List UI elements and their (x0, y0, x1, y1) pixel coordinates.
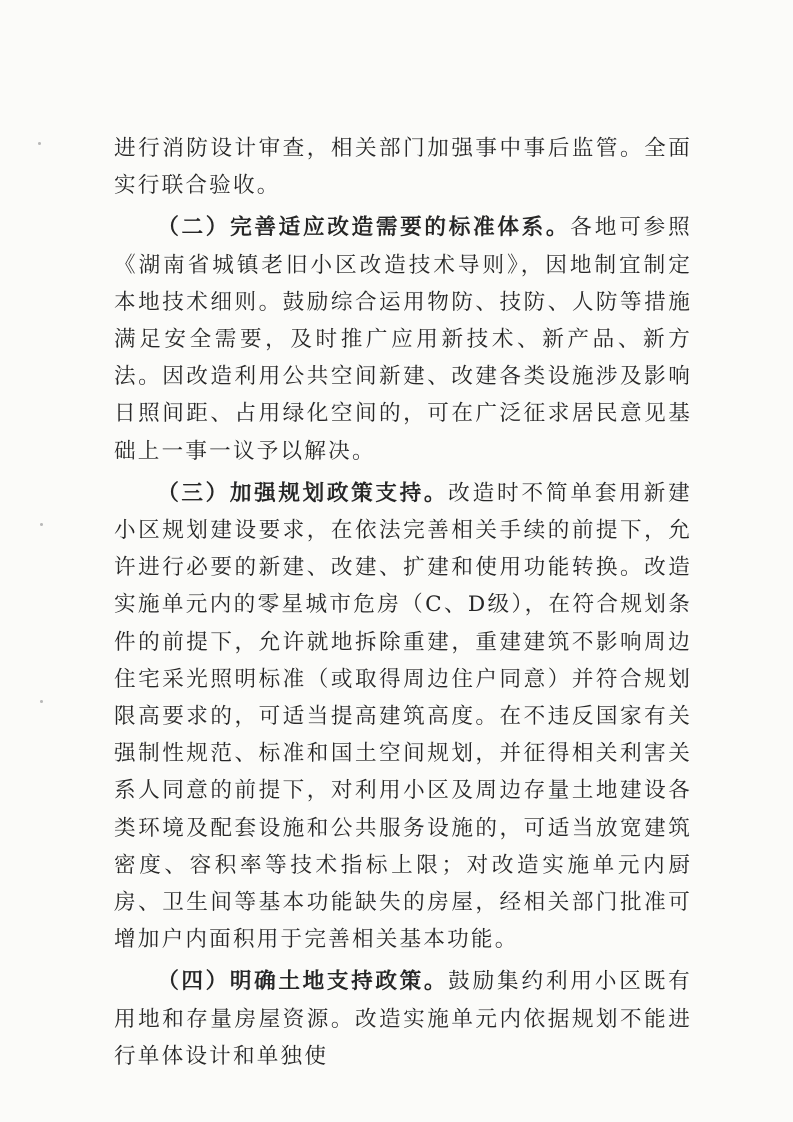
paragraph-planning-policy (114, 475, 692, 959)
paragraph-text: 各地可参照《湖南省城镇老旧小区改造技术导则》，因地制宜制定本地技术细则。鼓励综合运用物防、技防、人防等措施满足安全需要，及时推广应用新技术、新产品、新方法。因改造利用公共空间新建、改建各类设施涉及影响日照间距、占用绿化空间的，可在广泛征求居民意见基础上一事一议予以解决。 (114, 215, 692, 464)
document-body (114, 130, 692, 1080)
section-heading: （二）完善适应改造需要的标准体系。 (157, 215, 571, 241)
paragraph-standard-system (114, 209, 692, 469)
section-heading: （三）加强规划政策支持。 (157, 480, 449, 506)
paragraph-continuation (114, 130, 692, 204)
paragraph-text: 进行消防设计审查，相关部门加强事中事后监管。全面实行联合验收。 (114, 136, 692, 199)
scan-mark (40, 523, 43, 526)
paragraph-land-policy (114, 963, 692, 1075)
scan-mark (40, 700, 43, 703)
section-heading: （四）明确土地支持政策。 (157, 969, 449, 995)
paragraph-text: 鼓励集约利用小区既有用地和存量房屋资源。改造实施单元内依据规划不能进行单体设计和单独使 (114, 969, 692, 1069)
paragraph-text: 改造时不简单套用新建小区规划建设要求，在依法完善相关手续的前提下，允许进行必要的新建、改建、扩建和使用功能转换。改造实施单元内的零星城市危房（C、D级），在符合规划条件的前提下，允许就地拆除重建，重建建筑不影响周边住宅采光照明标准（或取得周边住户同意）并符合规划限高要求的，可适当提高建筑高度。在不违反国家有关强制性规范、标准和国土空间规划，并征得相关利害关系人同意的前提下，对利用小区及周边存量土地建设各类环境及配套设施和公共服务设施的，可适当放宽建筑密度、容积率等技术指标上限；对改造实施单元内厨房、卫生间等基本功能缺失的房屋，经相关部门批准可增加户内面积用于完善相关基本功能。 (114, 480, 692, 953)
scan-mark (38, 142, 41, 145)
